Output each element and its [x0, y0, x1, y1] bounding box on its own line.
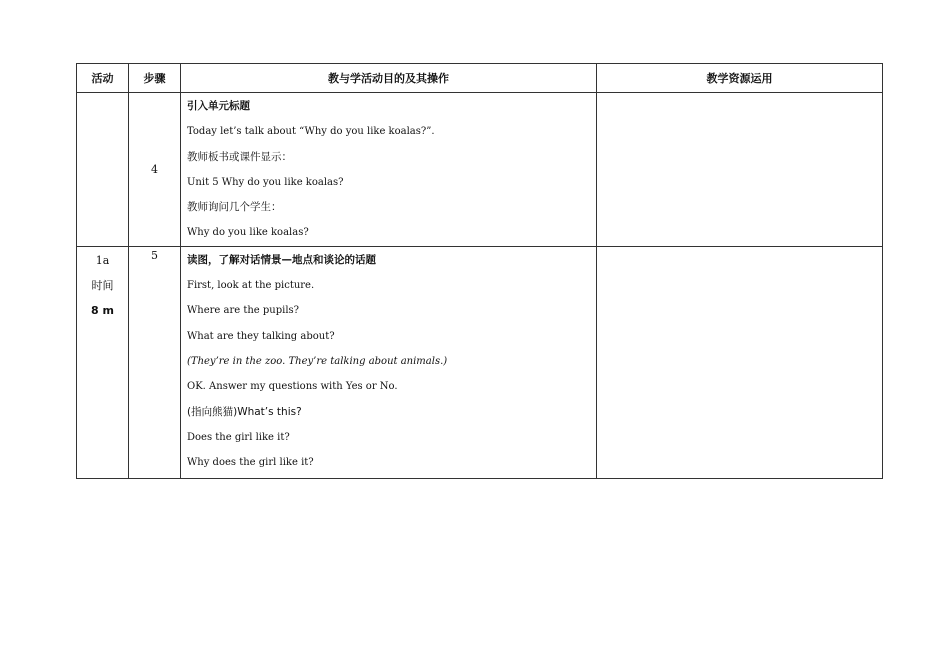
content-line: (They’re in the zoo. They’re talking about animals.) — [187, 355, 448, 367]
header-activity: 活动 — [77, 64, 129, 93]
lesson-plan-table — [76, 63, 883, 479]
content-line: OK. Answer my questions with Yes or No. — [187, 381, 398, 393]
operation-cell — [181, 246, 597, 478]
activity-name: 1a — [95, 253, 110, 267]
header-row — [77, 64, 883, 93]
header-resources: 教学资源运用 — [597, 64, 883, 93]
resources-cell — [597, 246, 883, 478]
content-line: Does the girl like it? — [187, 431, 290, 443]
activity-time-label: 时间 — [91, 278, 114, 292]
content-line: Why do you like koalas? — [187, 227, 309, 239]
content-line: (指向熊猫)What’s this? — [187, 405, 302, 418]
section-heading: 引入单元标题 — [187, 100, 250, 112]
content-line: Why does the girl like it? — [187, 457, 314, 469]
activity-duration: 8 m — [91, 303, 114, 317]
activity-cell — [77, 246, 129, 478]
content-line: 教师板书或课件显示： — [187, 150, 292, 163]
activity-cell — [77, 93, 129, 247]
step-cell: 5 — [129, 246, 181, 478]
content-line: Unit 5 Why do you like koalas? — [187, 176, 344, 188]
section-heading: 读图，了解对话情景—地点和谈论的话题 — [187, 253, 376, 266]
content-line: Where are the pupils? — [187, 305, 300, 317]
table-row — [77, 93, 883, 247]
content-line: First, look at the picture. — [187, 280, 315, 292]
table-row — [77, 246, 883, 478]
resources-cell — [597, 93, 883, 247]
step-cell: 4 — [129, 93, 181, 247]
content-line: Today let’s talk about “Why do you like koalas?”. — [187, 126, 435, 138]
operation-cell — [181, 93, 597, 247]
content-line: What are they talking about? — [187, 330, 335, 342]
header-purpose-operation: 教与学活动目的及其操作 — [181, 64, 597, 93]
content-line: 教师询问几个学生： — [187, 201, 282, 214]
header-step: 步骤 — [129, 64, 181, 93]
